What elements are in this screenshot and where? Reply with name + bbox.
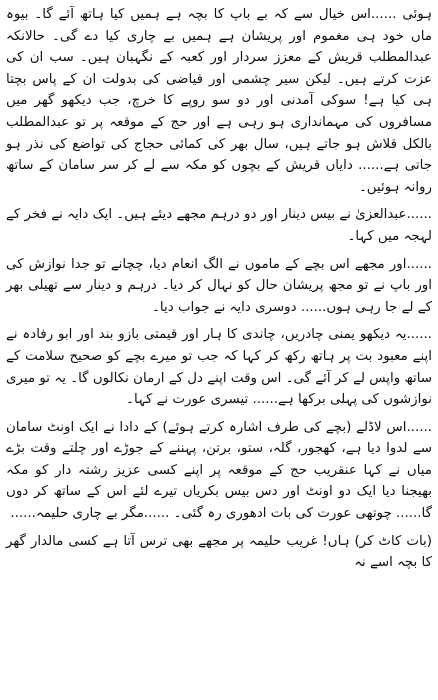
paragraph-2: ......عبدالعزیٰ نے بیس دینار اور دو درہم مجھے دیئے ہیں۔ ایک دایہ نے فخر کے لہجہ میں کہا۔ [6,207,432,244]
paragraph-1: ہوئی ......اس خیال سے کہ بے باپ کا بچہ ہے ہمیں کیا ہاتھ آئے گا۔ بیوہ ماں خود ہی مغموم اور پریشان ہے ہمیں بے چاری کیا دے گی۔ حالانکہ عبدالمطلب قریش کے معزز سردار اور کعبہ کے نگہبان ہیں۔ سب ان کی عزت کرتے ہیں۔ لیکن سیر چشمی اور فیاضی کی بدولت ان کے پاس بچتا ہی کیا ہے! سوکی آمدنی اور دو سو روپے کا خرچ، جب دیکھو گھر میں مسافروں کی مہمانداری ہو رہی ہے اور حج کے موقعہ پر تو عبدالمطلب بالکل قلاش ہو جاتے ہیں، سال بھر کی کمائی حجاج کی تواضع کی نذر ہو جاتی ہے...... دایاں قریش کے بچوں کو مکہ سے لے کر سر سامان کے ساتھ روانہ ہوئیں۔ [6,7,432,195]
paragraph-4: ......یہ دیکھو یمنی چادریں، چاندی کا ہار اور قیمتی بازو بند اور ابو رفادہ نے اپنے معبود بت پر ہاتھ رکھ کر کہا کہ جب تو میرے بچے کو صحیح سلامت کے ساتھ واپس لے کر آئے گی۔ اس وقت اپنے دل کے ارمان نکالوں گا۔ یہ تو میری نوازشوں کی پہلی برکھا ہے...... تیسری عورت نے کہا۔ [6,327,432,408]
paragraph-5: ......اس لاڈلے (بچے کی طرف اشارہ کرتے ہوئے) کے دادا نے ایک اونٹ سامان سے لدوا دیا ہے، کھجور، گلہ، ستو، برتن، پہننے کے جوڑے اور چلتے وقت بڑے میاں نے کہا عنقریب حج کے موقعہ پر اپنے کسی عزیز رشتہ دار کو مکہ بھیجنا دیا ایک دو اونٹ اور دس بیس بکریاں تیرے لئے اس کے ساتھ کر دوں گا...... چوتھی عورت کی بات ادھوری رہ گئی۔ ......مگر بے چاری حلیمہ...... [6,419,432,522]
paragraph-6: (بات کاٹ کر) ہاں! غریب حلیمہ پر مجھے بھی ترس آتا ہے کسی مالدار گھر کا بچہ اسے نہ [6,533,432,571]
paragraph-3: ......اور مجھے اس بچے کے ماموں نے الگ انعام دیا، چچانے تو جدا نوازش کی اور باپ نے تو مجھ پریشان حال کو نہال کر دیا۔ درہم و دینار سے تھیلی بھر کے لے جا رہی ہوں...... دوسری دایہ نے جواب دیا۔ [6,256,432,315]
